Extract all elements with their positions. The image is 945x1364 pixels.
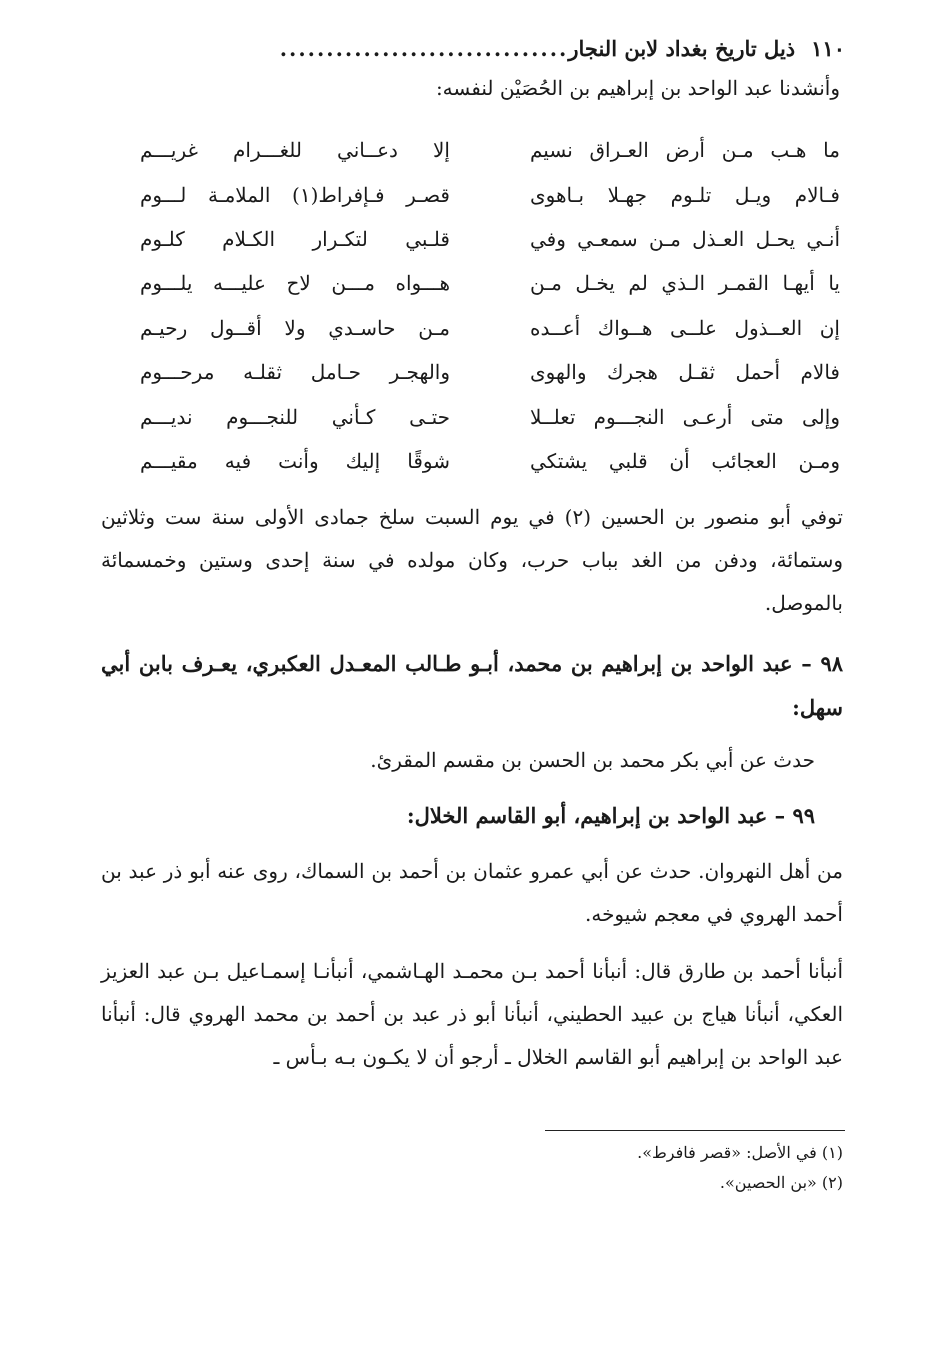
poem-verse <box>140 350 840 394</box>
entry-99-heading: ٩٩ – عبد الواحد بن إبراهيم، أبو القاسم الخلال: <box>406 803 815 828</box>
verse-second-hemistich: والهجـر حـامل ثقلـه مرحـــوم <box>140 360 450 385</box>
verse-second-hemistich: مـن حاسـدي ولا أقــول رحيـم <box>140 315 450 340</box>
entry-98-text: حدث عن أبي بكر محمد بن الحسن بن مقسم المقرئ. <box>370 748 815 772</box>
verse-second-hemistich: إلا دعــاني للغـــرام غريـــم <box>140 138 450 163</box>
verse-first-hemistich: أنـي يحـل العـذل مـن سمعـي وفي <box>530 226 840 251</box>
verse-first-hemistich: إن العــذول علــى هــواك أعــده <box>530 315 840 340</box>
verse-first-hemistich: فالام أحمل ثقـل هجرك والهوى <box>530 360 840 385</box>
verse-first-hemistich: فـالام ويـل تلـوم جهـلا بـاهوى <box>530 182 840 207</box>
footnote-2: (٢) «بن الحصين». <box>719 1173 843 1192</box>
page-header <box>100 28 845 68</box>
entry-98-heading: ٩٨ – عبد الواحد بن إبراهيم بن محمد، أبـو طـالب المعـدل العكبري، يعـرف بابن أبي سهل: <box>101 651 843 720</box>
verse-first-hemistich: يا أيهـا القمـر الـذي لم يخـل مـن <box>530 271 840 296</box>
poem-intro-line: وأنشدنا عبد الواحد بن إبراهيم بن الحُصَيْن لنفسه: <box>435 76 840 100</box>
entry-99-text: من أهل النهروان. حدث عن أبي عمرو عثمان بن أحمد بن السماك، روى عنه أبو ذر عبد بن أحمد الهروي في معجم شيوخه. <box>101 859 843 926</box>
verse-second-hemistich: حتـى كـأني للنجـــوم نديـــم <box>140 404 450 429</box>
verse-second-hemistich: قصـر فـإفراط(١) الملامـة لـــوم <box>140 182 450 207</box>
poem-verse <box>140 394 840 438</box>
poem-verse <box>140 217 840 261</box>
poem-verse <box>140 306 840 350</box>
poem <box>140 128 840 483</box>
running-title: ذيل تاريخ بغداد لابن النجار <box>568 35 796 61</box>
entry-99-isnad: أنبأنا أحمد بن طارق قال: أنبأنا أحمد بـن محمـد الهـاشمي، أنبأنـا إسمـاعيل بـن عبد العزيز العكي، أنبأنا هياج بن عبيد الحطيني، أنبأنا أبو ذر عبد بن أحمد بن محمد الهروي قال: أنبأنا عبد الواحد بن إبراهيم أبو القاسم الخلال ـ أرجو أن لا يكـون بـه بـأس ـ <box>101 959 844 1069</box>
poem-verse <box>140 128 840 172</box>
page-number: ١١٠ <box>811 35 845 61</box>
footnote-1: (١) في الأصل: «قصر فافرط». <box>637 1143 843 1162</box>
poem-verse <box>140 172 840 216</box>
death-notice-paragraph: توفي أبو منصور بن الحسين (٢) في يوم السبت سلخ جمادى الأولى سنة ست وثلاثين وستمائة، ودفن من الغد بباب حرب، وكان مولده في سنة إحدى وستين وخمسمائة بالموصل. <box>101 505 843 615</box>
poem-verse <box>140 261 840 305</box>
verse-second-hemistich: هـــواه مـــن لاح عليـــه يلـــوم <box>140 271 450 296</box>
verse-first-hemistich: ومـن العجائب أن قلبي يشتكي <box>530 448 840 473</box>
footnote-divider <box>545 1130 845 1131</box>
verse-first-hemistich: وإلى متى أرعـى النجـــوم تعلــلا <box>530 404 840 429</box>
verse-first-hemistich: ما هـب مـن أرض العـراق نسيم <box>530 138 840 163</box>
verse-second-hemistich: شوقًا إليك وأنت فيه مقيـــم <box>140 448 450 473</box>
footnotes <box>101 1138 843 1198</box>
header-dots: ............................... <box>279 35 569 61</box>
verse-second-hemistich: قلـبي لتكـرار الكـلام كلـوم <box>140 226 450 251</box>
poem-verse <box>140 439 840 483</box>
